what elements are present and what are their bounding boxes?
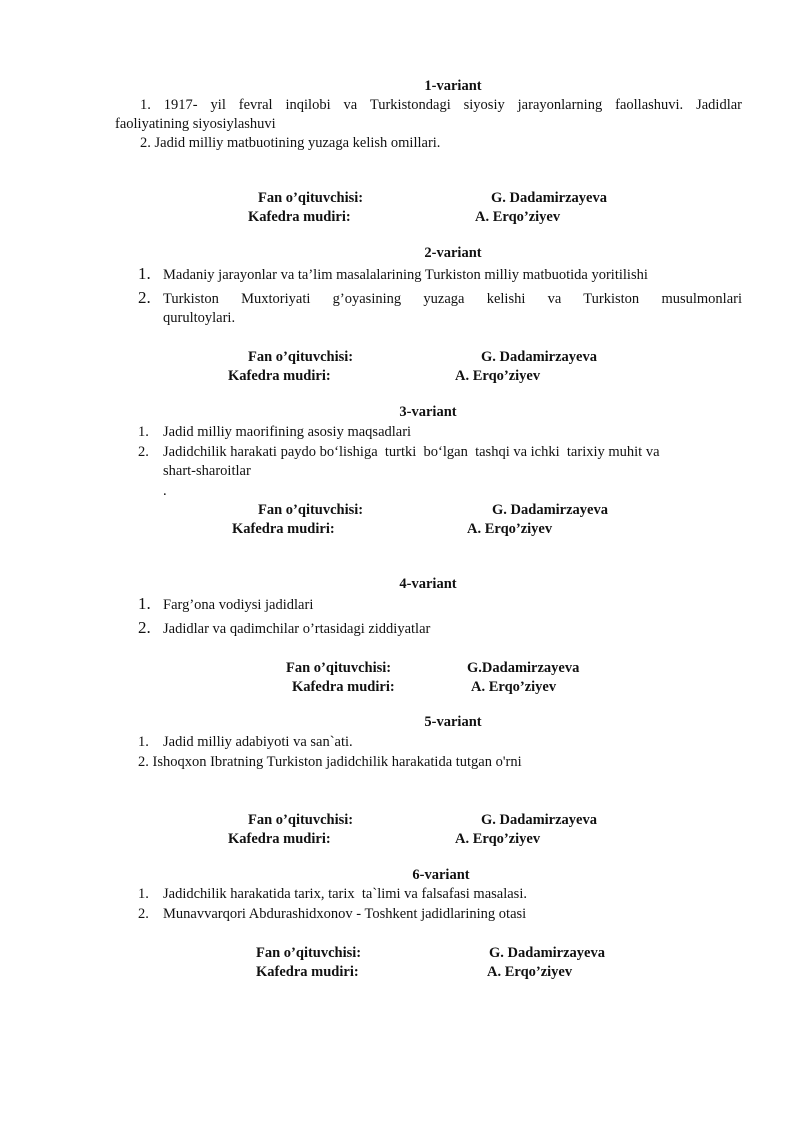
teacher-name: G. Dadamirzayeva: [481, 812, 597, 828]
item-number: 2.: [140, 135, 151, 151]
variant-3-item-1-text: Jadid milliy maorifining asosiy maqsadlari: [163, 424, 412, 440]
teacher-label: Fan o’qituvchisi:: [256, 945, 362, 961]
head-name: A. Erqo’ziyev: [487, 964, 573, 980]
teacher-label: Fan o’qituvchisi:: [248, 349, 354, 365]
item-number: 1.: [138, 264, 151, 283]
head-label: Kafedra mudiri:: [248, 209, 351, 225]
item-text: 1917- yil fevral inqilobi va Turkistondagi siyosiy jarayonlarning faollashuvi. Jadidlar: [163, 97, 742, 113]
variant-5-item-2: [138, 753, 522, 771]
variant-2-item-2: [138, 289, 151, 308]
variant-6-title: 6-variant: [412, 867, 470, 883]
variant-2-item-1-text: Madaniy jarayonlar va ta’lim masalalarining Turkiston milliy matbuotida yoritilishi: [163, 267, 648, 283]
variant-5-item-1: 1.: [138, 734, 149, 750]
variant-6-item-2-text: Munavvarqori Abdurashidxonov - Toshkent jadidlarining otasi: [163, 906, 527, 922]
variant-3-item-2: 2.: [138, 444, 149, 460]
item-number: 2.: [138, 288, 151, 307]
variant-5-item-1-text: Jadid milliy adabiyoti va san`ati.: [163, 734, 353, 750]
teacher-label: Fan o’qituvchisi:: [286, 660, 392, 676]
teacher-name: G. Dadamirzayeva: [491, 190, 607, 206]
head-label: Kafedra mudiri:: [232, 521, 335, 537]
head-label: Kafedra mudiri:: [228, 368, 331, 384]
variant-1-item-2: [140, 134, 440, 152]
teacher-name: G. Dadamirzayeva: [481, 349, 597, 365]
variant-1-title: 1-variant: [424, 78, 482, 94]
variant-4-item-1-text: Farg’ona vodiysi jadidlari: [163, 597, 314, 613]
variant-3-item-2-text: Jadidchilik harakati paydo bo‘lishiga turtki bo‘lgan tashqi va ichki tarixiy muhit va: [163, 444, 660, 460]
head-name: A. Erqo’ziyev: [455, 368, 541, 384]
variant-4-item-2-text: Jadidlar va qadimchilar o’rtasidagi ziddiyatlar: [163, 621, 431, 637]
variant-3-item-1: 1.: [138, 424, 149, 440]
teacher-name: G. Dadamirzayeva: [492, 502, 608, 518]
teacher-label: Fan o’qituvchisi:: [258, 502, 364, 518]
variant-1-item-1-cont: faoliyatining siyosiylashuvi: [115, 116, 276, 132]
variant-4-title: 4-variant: [399, 576, 457, 592]
variant-6-item-1: 1.: [138, 886, 149, 902]
teacher-name: G.Dadamirzayeva: [467, 660, 580, 676]
variant-6-item-2: 2.: [138, 906, 149, 922]
item-number: 1.: [138, 594, 151, 613]
variant-2-title: 2-variant: [424, 245, 482, 261]
item-text: Ishoqxon Ibratning Turkiston jadidchilik harakatida tutgan o'rni: [152, 754, 522, 770]
variant-3-item-2-cont: shart-sharoitlar: [163, 463, 251, 479]
variant-3-title: 3-variant: [399, 404, 457, 420]
teacher-name: G. Dadamirzayeva: [489, 945, 605, 961]
variant-2-item-2-text: Turkiston Muxtoriyati g’oyasining yuzaga kelishi va Turkiston musulmonlari: [163, 291, 742, 307]
variant-4-item-1: [138, 595, 151, 614]
item-text: Jadid milliy matbuotining yuzaga kelish omillari.: [154, 135, 441, 151]
item-number: 1.: [140, 97, 151, 113]
head-name: A. Erqo’ziyev: [455, 831, 541, 847]
item-number: 2.: [138, 618, 151, 637]
head-name: A. Erqo’ziyev: [467, 521, 553, 537]
variant-2-item-1: [138, 265, 151, 284]
teacher-label: Fan o’qituvchisi:: [248, 812, 354, 828]
teacher-label: Fan o’qituvchisi:: [258, 190, 364, 206]
variant-4-item-2: [138, 619, 151, 638]
head-label: Kafedra mudiri:: [292, 679, 395, 695]
variant-3-item-2-dot: .: [163, 483, 167, 499]
variant-2-item-2-cont: qurultoylari.: [163, 310, 236, 326]
head-name: A. Erqo’ziyev: [471, 679, 557, 695]
head-label: Kafedra mudiri:: [228, 831, 331, 847]
head-name: A. Erqo’ziyev: [475, 209, 561, 225]
variant-6-item-1-text: Jadidchilik harakatida tarix, tarix ta`limi va falsafasi masalasi.: [163, 886, 527, 902]
head-label: Kafedra mudiri:: [256, 964, 359, 980]
variant-5-title: 5-variant: [424, 714, 482, 730]
variant-1-item-1: [140, 96, 742, 114]
item-number: 2.: [138, 754, 149, 770]
